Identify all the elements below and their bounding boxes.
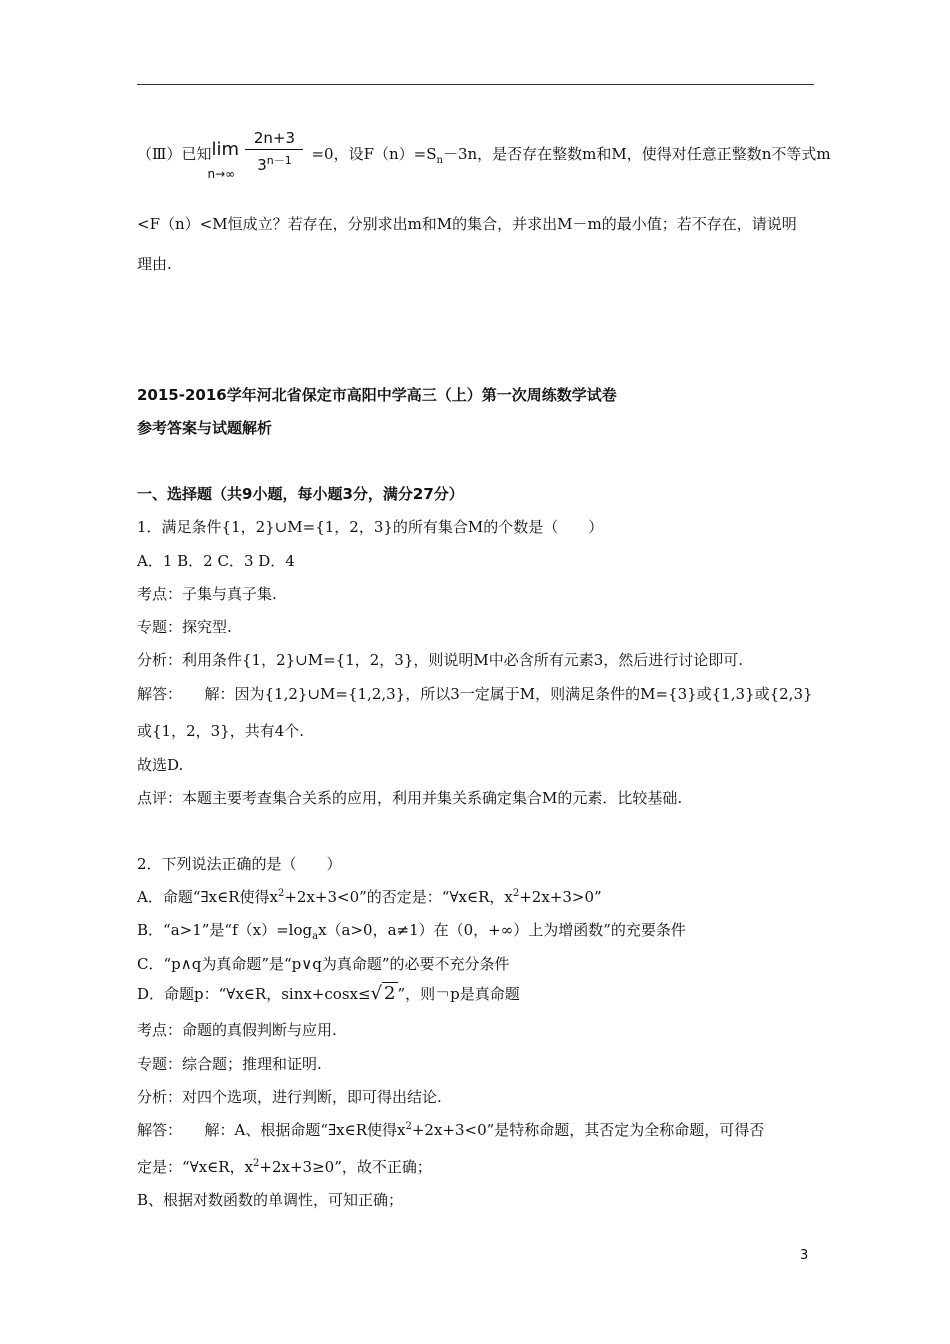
sqrt-radicand: 2 bbox=[384, 983, 396, 1004]
q2-option-a-sup2: 2 bbox=[512, 888, 520, 899]
section1-title: 一、选择题（共9小题，每小题3分，满分27分） bbox=[137, 485, 464, 503]
q2-option-d-part2: ”，则￢p是真命题 bbox=[397, 985, 520, 1003]
q2-jieda-part1: 解答： 解：A、根据命题“∃x∈R使得x bbox=[137, 1121, 406, 1139]
q1-fenxi: 分析：利用条件{1，2}∪M={1，2，3}，则说明M中必含所有元素3，然后进行讨论即可. bbox=[137, 651, 744, 669]
q1-jieda-cont: 或{1，2，3}，共有4个. bbox=[137, 722, 305, 740]
header-rule bbox=[137, 84, 814, 85]
q2-option-a-part2: +2x+3<0”的否定是：“∀x∈R，x bbox=[284, 888, 513, 906]
part3-line3: 理由. bbox=[137, 255, 172, 273]
q2-jieda-cont-part2: +2x+3≥0”，故不正确； bbox=[259, 1158, 432, 1176]
q2-option-a-part1: A．命题“∃x∈R使得x bbox=[137, 888, 278, 906]
sqrt-symbol: √ 2 bbox=[370, 983, 396, 1004]
fraction bbox=[245, 128, 303, 175]
q2-jieda-cont-part1: 定是：“∀x∈R，x bbox=[137, 1158, 254, 1176]
q1-zhuanti: 专题：探究型. bbox=[137, 618, 232, 636]
limit-expression bbox=[207, 128, 311, 182]
q2-jieda-part2: +2x+3<0”是特称命题，其否定为全称命题，可得否 bbox=[411, 1121, 765, 1139]
part3-prefix: （Ⅲ）已知 bbox=[137, 145, 212, 163]
answer-subtitle: 参考答案与试题解析 bbox=[137, 419, 273, 437]
fraction-numerator: 2n+3 bbox=[245, 128, 303, 150]
page-number: 3 bbox=[800, 1248, 809, 1263]
q2-kaodian: 考点：命题的真假判断与应用. bbox=[137, 1021, 337, 1039]
q1-jieda: 解答： 解：因为{1,2}∪M={1,2,3}，所以3一定属于M，则满足条件的M={3}或{1,3}或{2,3} bbox=[137, 685, 813, 703]
lim-word: lim bbox=[211, 139, 240, 160]
q1-guxuan: 故选D. bbox=[137, 756, 184, 774]
lim-subscript: n→∞ bbox=[207, 167, 236, 181]
q2-option-b-sub: a bbox=[312, 931, 319, 942]
q1-dianping: 点评：本题主要考查集合关系的应用，利用并集关系确定集合M的元素．比较基础. bbox=[137, 789, 683, 807]
q2-option-c: C．“p∧q为真命题”是“p∨q为真命题”的必要不充分条件 bbox=[137, 955, 510, 973]
q2-jieda-b: B、根据对数函数的单调性，可知正确； bbox=[137, 1191, 404, 1209]
part3-after-sub: n bbox=[436, 155, 443, 166]
q1-kaodian: 考点：子集与真子集. bbox=[137, 585, 277, 603]
q1-options: A．1 B．2 C．3 D．4 bbox=[137, 552, 295, 570]
q2-option-b-part1: B．“a>1”是“f（x）=log bbox=[137, 921, 313, 939]
part3-after2: －3n，是否存在整数m和M，使得对任意正整数n不等式m bbox=[442, 145, 831, 163]
q2-jieda-cont bbox=[137, 1157, 432, 1177]
q2-jieda-sup: 2 bbox=[405, 1121, 412, 1132]
q2-zhuanti: 专题：综合题；推理和证明. bbox=[137, 1055, 322, 1073]
fraction-denominator bbox=[245, 150, 303, 175]
part3-line2: <F（n）<M恒成立？若存在，分别求出m和M的集合，并求出M－m的最小值；若不存在，请说明 bbox=[137, 215, 797, 233]
q2-stem: 2．下列说法正确的是（ ） bbox=[137, 855, 342, 873]
q2-jieda-cont-sup: 2 bbox=[253, 1158, 260, 1169]
denominator-base: 3 bbox=[257, 156, 267, 174]
q2-option-a bbox=[137, 887, 602, 907]
denominator-exponent: n－1 bbox=[266, 154, 292, 167]
q2-option-d bbox=[137, 984, 520, 1004]
q2-option-b bbox=[137, 920, 686, 940]
q1-stem: 1．满足条件{1，2}∪M={1，2，3}的所有集合M的个数是（ ） bbox=[137, 518, 604, 536]
part3-after: =0，设F（n）=S bbox=[311, 145, 437, 163]
q2-jieda bbox=[137, 1120, 764, 1140]
q2-option-a-sup1: 2 bbox=[277, 888, 285, 899]
q2-option-d-part1: D．命题p：“∀x∈R，sinx+cosx≤ bbox=[137, 985, 371, 1003]
part3-line1 bbox=[137, 128, 831, 182]
q2-option-a-part3: +2x+3>0” bbox=[519, 888, 602, 906]
answer-title: 2015-2016学年河北省保定市高阳中学高三（上）第一次周练数学试卷 bbox=[137, 386, 617, 404]
q2-fenxi: 分析：对四个选项，进行判断，即可得出结论. bbox=[137, 1088, 442, 1106]
q2-option-b-part2: x（a>0，a≠1）在（0，+∞）上为增函数”的充要条件 bbox=[318, 921, 686, 939]
